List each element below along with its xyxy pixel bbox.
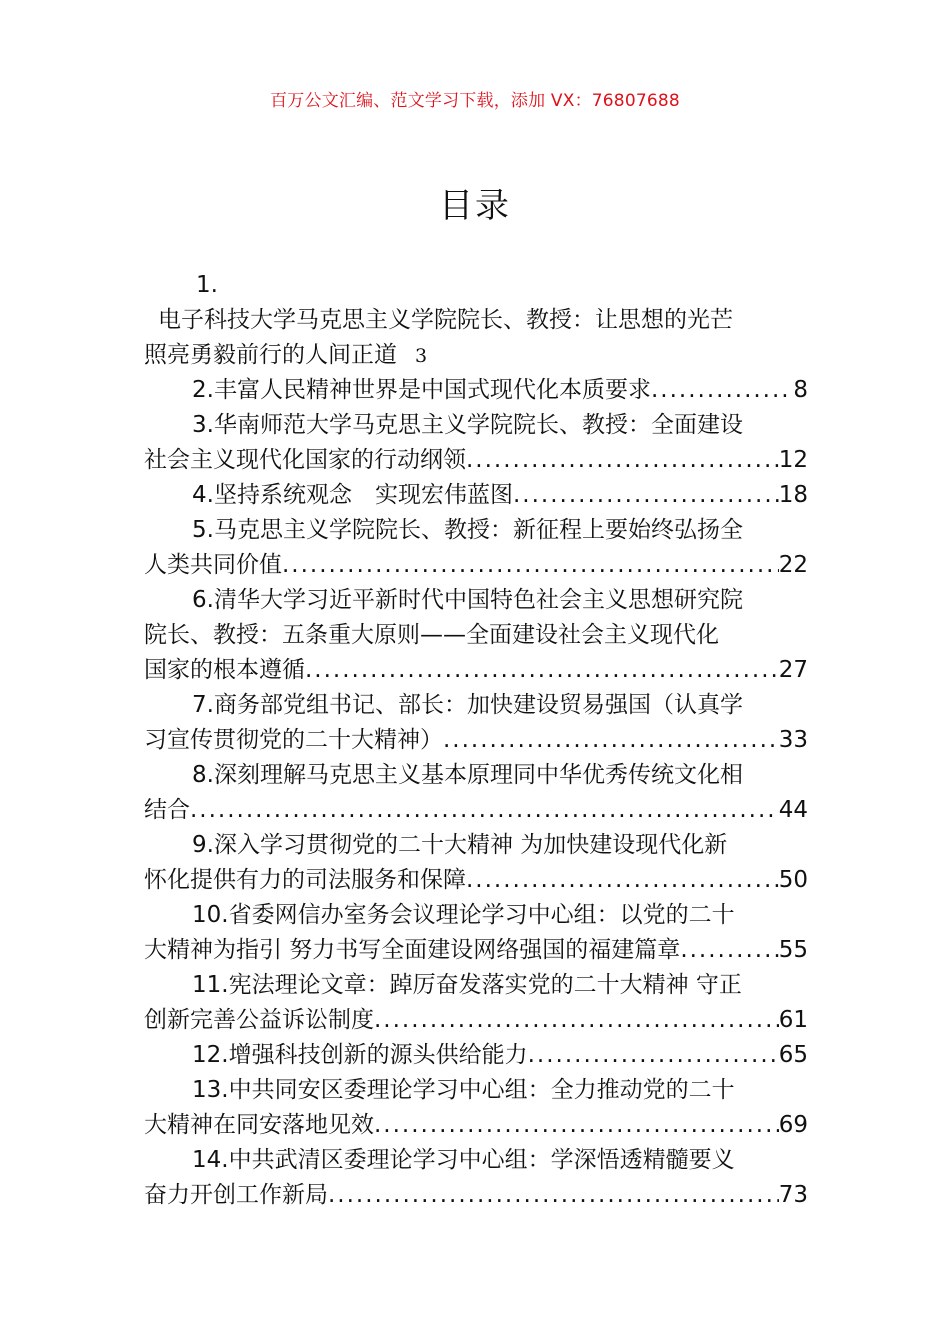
toc-leader-dots xyxy=(374,1003,779,1038)
toc-leader-dots xyxy=(528,1038,779,1073)
page-title: 目录 xyxy=(439,186,511,226)
toc-entry-line[interactable] xyxy=(144,793,808,828)
toc-leader-dots xyxy=(305,653,779,688)
toc-entry-text: 怀化提供有力的司法服务和保障 xyxy=(144,867,466,893)
toc-entry-line[interactable] xyxy=(144,933,808,968)
toc-page-number: 22 xyxy=(778,552,808,578)
toc-page-number: 73 xyxy=(778,1182,808,1208)
header-watermark-text: 百万公文汇编、范文学习下载，添加 VX：76807688 xyxy=(270,91,680,111)
toc-entry-line[interactable]: 10.省委网信办室务会议理论学习中心组：以党的二十 xyxy=(192,902,735,928)
toc-page-number: 50 xyxy=(778,867,808,893)
toc-entry-line[interactable] xyxy=(144,863,808,898)
toc-leader-dots xyxy=(282,548,779,583)
toc-entry-line[interactable]: 9.深入学习贯彻党的二十大精神 为加快建设现代化新 xyxy=(192,832,728,858)
toc-entry-line[interactable] xyxy=(144,1038,808,1073)
toc-entry-line[interactable] xyxy=(144,1178,808,1213)
toc-leader-dots xyxy=(513,478,779,513)
toc-entry-line[interactable] xyxy=(144,1003,808,1038)
toc-page-number: 69 xyxy=(778,1112,808,1138)
toc-entry-text: 创新完善公益诉讼制度 xyxy=(144,1007,374,1033)
toc-entry-text: 社会主义现代化国家的行动纲领 xyxy=(144,447,466,473)
toc-entry-text: 人类共同价值 xyxy=(144,552,282,578)
toc-entry-line[interactable]: 7.商务部党组书记、部长：加快建设贸易强国（认真学 xyxy=(192,692,743,718)
toc-leader-dots xyxy=(466,443,779,478)
toc-page-number: 12 xyxy=(778,447,808,473)
toc-entry-line[interactable]: 13.中共同安区委理论学习中心组：全力推动党的二十 xyxy=(192,1077,735,1103)
toc-entry-line[interactable] xyxy=(144,548,808,583)
toc-entry-1-page: 3 xyxy=(415,345,428,367)
toc-entry-line[interactable]: 5.马克思主义学院院长、教授：新征程上要始终弘扬全 xyxy=(192,517,743,543)
toc-entry-line[interactable] xyxy=(144,478,808,513)
toc-leader-dots xyxy=(374,1108,779,1143)
toc-page-number: 55 xyxy=(778,937,808,963)
toc-page-number: 33 xyxy=(778,727,808,753)
toc-page-number: 27 xyxy=(778,657,808,683)
toc-entry-text: 习宣传贯彻党的二十大精神） xyxy=(144,727,443,753)
table-of-contents xyxy=(144,268,808,1213)
toc-page-number: 18 xyxy=(778,482,808,508)
toc-entry-line[interactable] xyxy=(144,653,808,688)
toc-entry-line[interactable]: 院长、教授：五条重大原则——全面建设社会主义现代化 xyxy=(144,622,719,648)
toc-entry-line[interactable]: 8.深刻理解马克思主义基本原理同中华优秀传统文化相 xyxy=(192,762,743,788)
toc-entry-line[interactable] xyxy=(144,723,808,758)
toc-page-number: 8 xyxy=(793,377,808,403)
toc-entry-text: 结合 xyxy=(144,797,190,823)
toc-entry-line[interactable] xyxy=(144,1108,808,1143)
toc-entry-1-line-b[interactable]: 照亮勇毅前行的人间正道 3 xyxy=(144,342,428,368)
toc-page-number: 65 xyxy=(778,1042,808,1068)
toc-leader-dots xyxy=(190,793,779,828)
toc-entry-line[interactable] xyxy=(144,443,808,478)
toc-page-number: 61 xyxy=(778,1007,808,1033)
toc-entry-text: 2.丰富人民精神世界是中国式现代化本质要求 xyxy=(192,377,651,403)
toc-entry-line[interactable] xyxy=(144,373,808,408)
toc-leader-dots xyxy=(328,1178,779,1213)
toc-entry-1-line-a[interactable]: 电子科技大学马克思主义学院院长、教授：让思想的光芒 xyxy=(158,307,733,333)
toc-entry-text: 12.增强科技创新的源头供给能力 xyxy=(192,1042,528,1068)
toc-leader-dots xyxy=(466,863,779,898)
toc-leader-dots xyxy=(443,723,779,758)
toc-entry-list xyxy=(144,373,808,1213)
toc-entry-line[interactable]: 6.清华大学习近平新时代中国特色社会主义思想研究院 xyxy=(192,587,743,613)
toc-entry-text: 4.坚持系统观念 实现宏伟蓝图 xyxy=(192,482,513,508)
toc-entry-text: 奋力开创工作新局 xyxy=(144,1182,328,1208)
toc-page-number: 44 xyxy=(778,797,808,823)
toc-entry-text: 大精神为指引 努力书写全面建设网络强国的福建篇章 xyxy=(144,937,681,963)
toc-entry-text: 国家的根本遵循 xyxy=(144,657,305,683)
toc-entry-line[interactable]: 14.中共武清区委理论学习中心组：学深悟透精髓要义 xyxy=(192,1147,735,1173)
toc-leader-dots xyxy=(680,933,778,968)
toc-entry-line[interactable]: 11.宪法理论文章：踔厉奋发落实党的二十大精神 守正 xyxy=(192,972,742,998)
toc-entry-line[interactable]: 3.华南师范大学马克思主义学院院长、教授：全面建设 xyxy=(192,412,743,438)
toc-entry-text: 大精神在同安落地见效 xyxy=(144,1112,374,1138)
toc-leader-dots xyxy=(651,373,793,408)
toc-entry-1-number: 1. xyxy=(196,272,218,298)
